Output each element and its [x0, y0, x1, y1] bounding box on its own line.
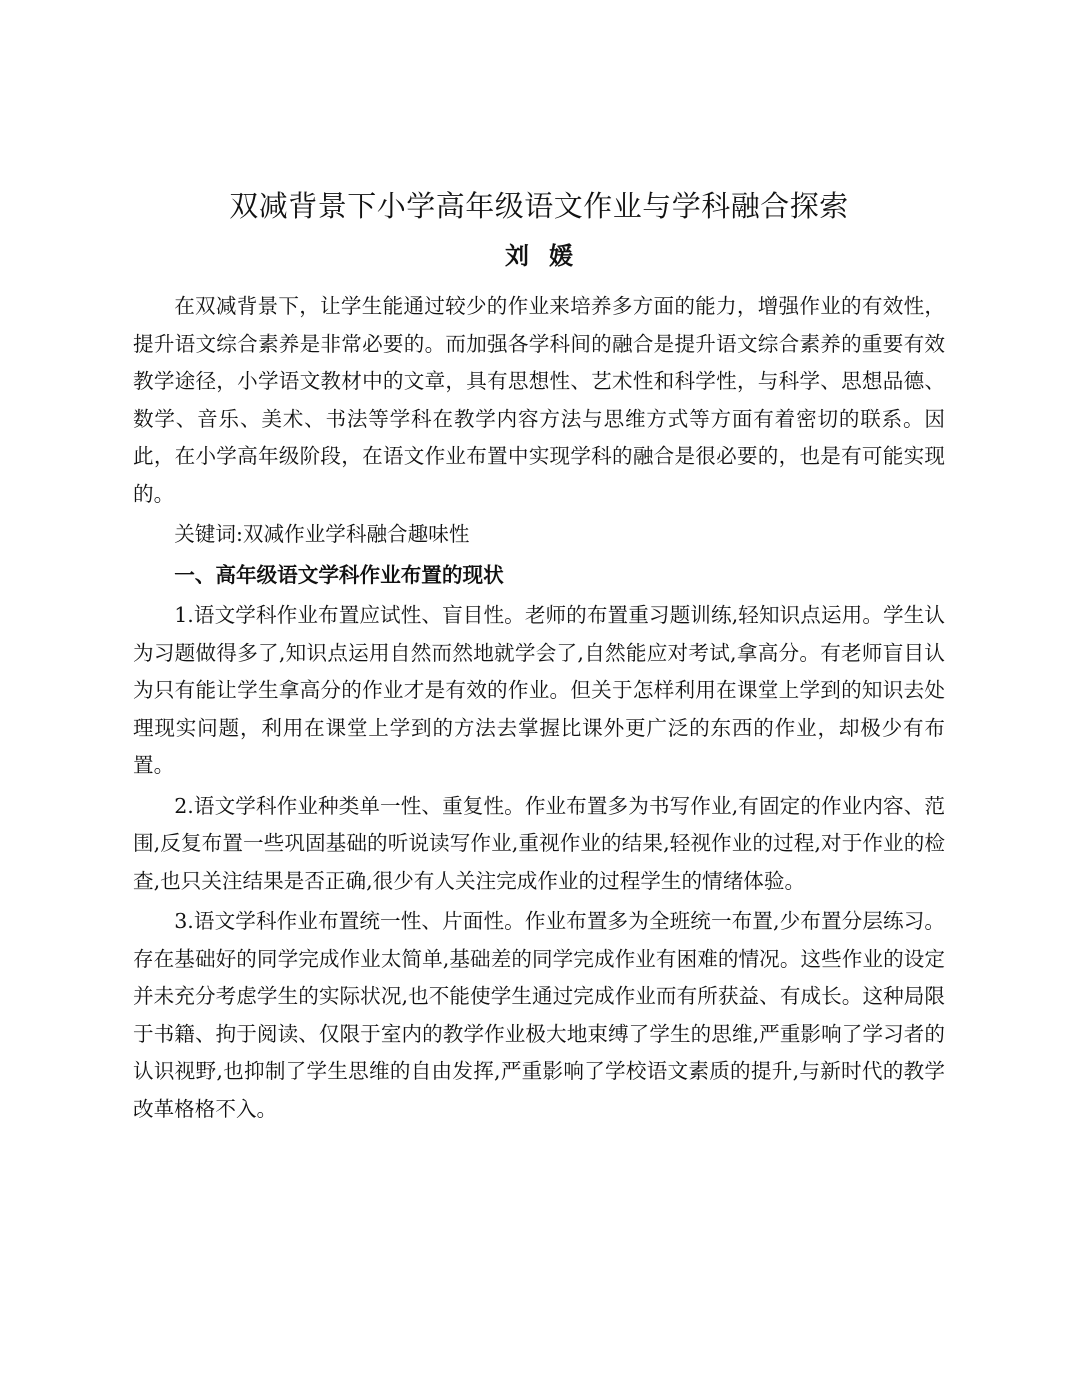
body-paragraph-3: 3.语文学科作业布置统一性、片面性。作业布置多为全班统一布置,少布置分层练习。存在基础好的同学完成作业太简单,基础差的同学完成作业有困难的情况。这些作业的设定并未充分考虑学生的实际状况,也不能使学生通过完成作业而有所获益、有成长。这种局限于书籍、拘于阅读、仅限于室内的教学作业极大地束缚了学生的思维,严重影响了学习者的认识视野,也抑制了学生思维的自由发挥,严重影响了学校语文素质的提升,与新时代的教学改革格格不入。 [133, 909, 945, 1121]
body-paragraph-2: 2.语文学科作业种类单一性、重复性。作业布置多为书写作业,有固定的作业内容、范围,反复布置一些巩固基础的听说读写作业,重视作业的结果,轻视作业的过程,对于作业的检查,也只关注结果是否正确,很少有人关注完成作业的过程学生的情绪体验。 [133, 793, 945, 893]
section-heading: 一、高年级语文学科作业布置的现状 [174, 562, 504, 587]
keywords-line: 关键词:双减作业学科融合趣味性 [174, 522, 470, 546]
abstract-paragraph: 在双减背景下，让学生能通过较少的作业来培养多方面的能力，增强作业的有效性，提升语文综合素养是非常必要的。而加强各学科间的融合是提升语文综合素养的重要有效教学途径，小学语文教材中的文章，具有思想性、艺术性和科学性，与科学、思想品德、数学、音乐、美术、书法等学科在教学内容方法与思维方式等方面有着密切的联系。因此，在小学高年级阶段，在语文作业布置中实现学科的融合是很必要的，也是有可能实现的。 [133, 294, 945, 506]
body-paragraph-1: 1.语文学科作业布置应试性、盲目性。老师的布置重习题训练,轻知识点运用。学生认为习题做得多了,知识点运用自然而然地就学会了,自然能应对考试,拿高分。有老师盲目认为只有能让学生拿高分的作业才是有效的作业。但关于怎样利用在课堂上学到的知识去处理现实问题，利用在课堂上学到的方法去掌握比课外更广泛的东西的作业，却极少有布置。 [133, 603, 945, 777]
document-page [133, 178, 945, 1128]
document-title: 双减背景下小学高年级语文作业与学科融合探索 [229, 189, 849, 223]
document-author: 刘媛 [505, 241, 593, 270]
